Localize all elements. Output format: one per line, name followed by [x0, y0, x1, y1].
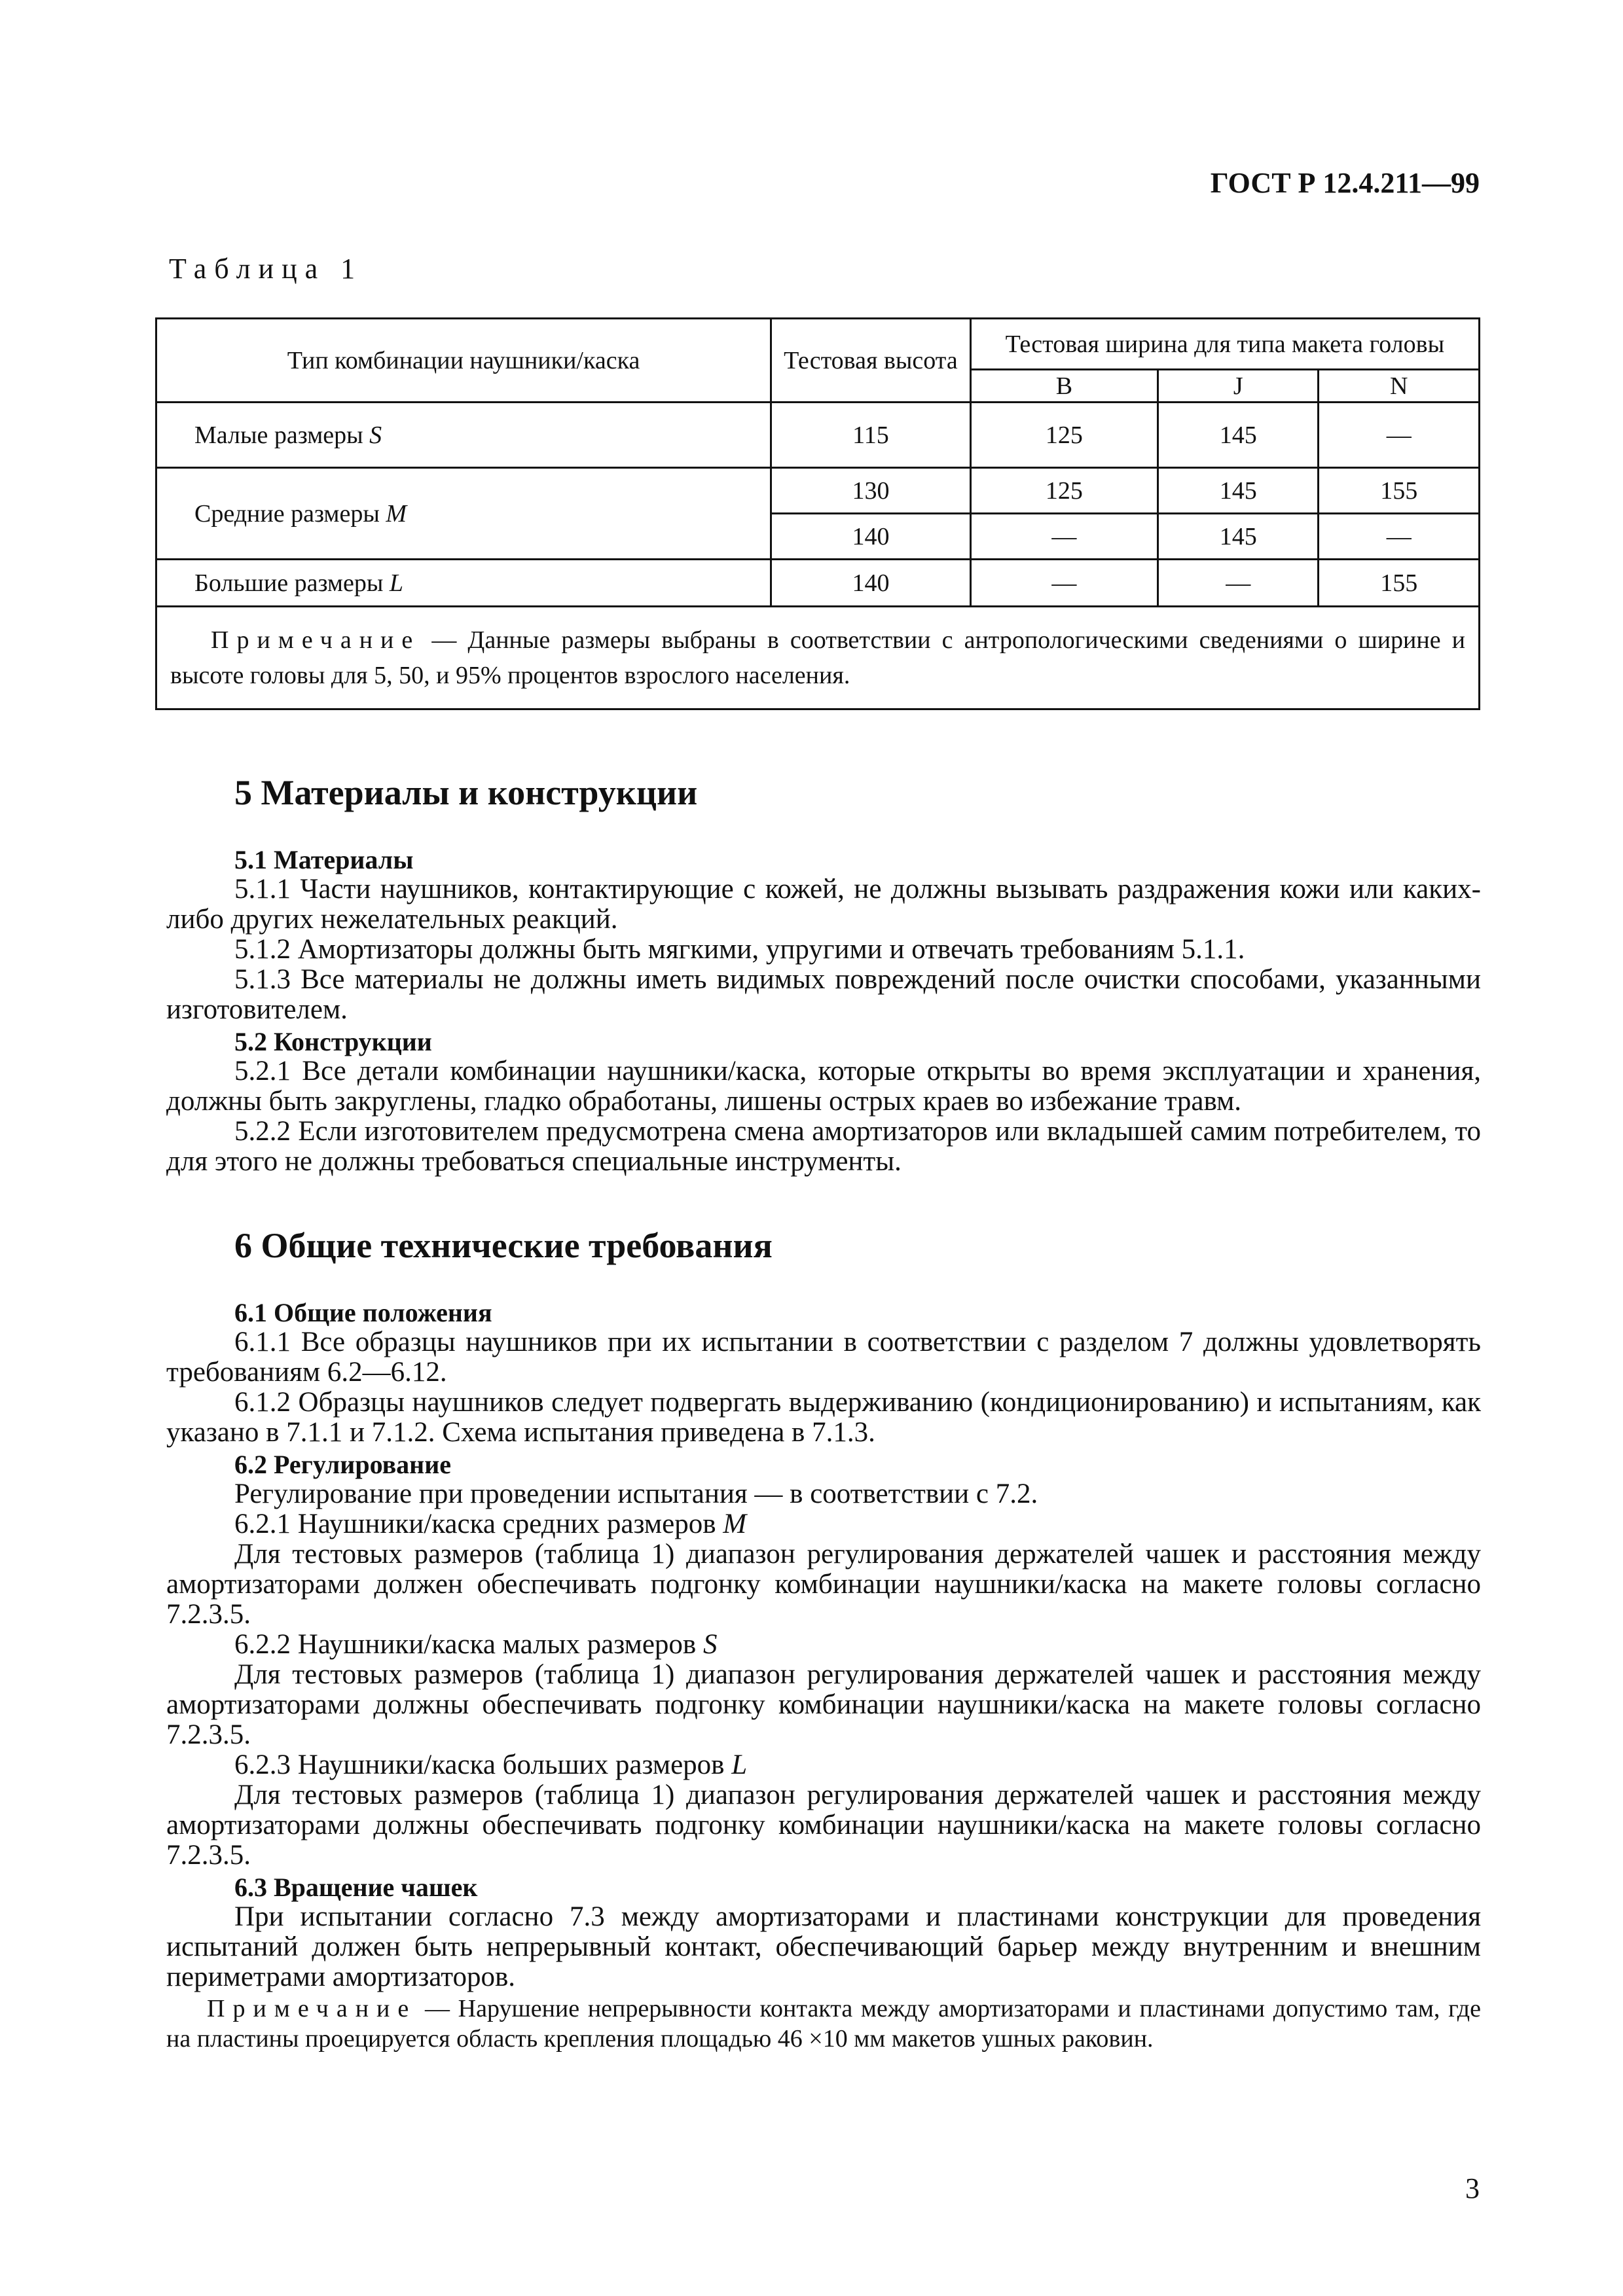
paragraph-6-2-3-head: 6.2.3 Наушники/каска больших размеров L — [234, 1749, 748, 1780]
cell-j: 145 — [1158, 514, 1319, 560]
table-header-height: Тестовая высота — [771, 319, 971, 403]
section-6-title: 6 Общие технические требования — [234, 1226, 773, 1265]
paragraph-6-1-2: 6.1.2 Образцы наушников следует подвергать выдерживанию (кондиционированию) и испытаниям, как указано в 7.1.1 и 7.1.2. Схема испытания приведена в 7.1.3. — [166, 1387, 1481, 1448]
section-6-3-note — [166, 1994, 1481, 2054]
cell-n: 155 — [1319, 468, 1480, 514]
page-number: 3 — [1465, 2172, 1480, 2204]
note-text: — Нарушение непрерывности контакта между амортизаторами и пластинами допустимо там, где на пластины проецируется область крепления площадью 46 ×10 мм макетов ушных раковин. — [166, 1995, 1481, 2053]
paragraph-6-2-1: Для тестовых размеров (таблица 1) диапазон регулирования держателей чашек и расстояния между амортизаторами должен обеспечивать подгонку комбинации наушники/каска на макете головы согласно 7.2.3.5. — [166, 1539, 1481, 1630]
paragraph-6-3: При испытании согласно 7.3 между амортизаторами и пластинами конструкции для проведения испытаний должен быть непрерывный контакт, обеспечивающий барьер между внутренним и внешним периметрами амортизаторов. — [166, 1901, 1481, 1992]
paragraph-5-2-2: 5.2.2 Если изготовителем предусмотрена смена амортизаторов или вкладышей самим потребителем, то для этого не должны требоваться специальные инструменты. — [166, 1116, 1481, 1177]
subsection-6-1-title: 6.1 Общие положения — [234, 1298, 492, 1327]
paragraph-6-2-2-head: 6.2.2 Наушники/каска малых размеров S — [234, 1629, 718, 1660]
cell-b: — — [970, 514, 1158, 560]
cell-j: 145 — [1158, 468, 1319, 514]
cell-n: — — [1319, 514, 1480, 560]
cell-b: 125 — [970, 403, 1158, 468]
row-label: Средние размеры M — [156, 468, 771, 560]
section-5-title: 5 Материалы и конструкции — [234, 773, 698, 812]
row-label: Большие размеры L — [156, 560, 771, 607]
table-row — [156, 560, 1480, 607]
table-header-n: N — [1319, 370, 1480, 403]
cell-n: 155 — [1319, 560, 1480, 607]
note-text: — Данные размеры выбраны в соответствии с антропологическими сведениями о ширине и высоте головы для 5, 50, и 95% процентов взрослого населения. — [170, 626, 1465, 689]
paragraph-5-2-1: 5.2.1 Все детали комбинации наушники/каска, которые открыты во время эксплуатации и хранения, должны быть закруглены, гладко обработаны, лишены острых краев во избежание травм. — [166, 1056, 1481, 1117]
paragraph-5-1-3: 5.1.3 Все материалы не должны иметь видимых повреждений после очистки способами, указанными изготовителем. — [166, 964, 1481, 1025]
cell-j: 145 — [1158, 403, 1319, 468]
note-prefix: Примечание — [211, 626, 421, 654]
subsection-6-2-title: 6.2 Регулирование — [234, 1450, 452, 1479]
paragraph-6-2-1-head: 6.2.1 Наушники/каска средних размеров M — [234, 1509, 747, 1539]
table-header-j: J — [1158, 370, 1319, 403]
cell-b: — — [970, 560, 1158, 607]
paragraph-6-1-1: 6.1.1 Все образцы наушников при их испытании в соответствии с разделом 7 должны удовлетворять требованиям 6.2—6.12. — [166, 1327, 1481, 1388]
cell-j: — — [1158, 560, 1319, 607]
table-row — [156, 468, 1480, 514]
paragraph-5-1-1: 5.1.1 Части наушников, контактирующие с кожей, не должны вызывать раздражения кожи или каких-либо других нежелательных реакций. — [166, 874, 1481, 935]
table-header-b: B — [970, 370, 1158, 403]
cell-n: — — [1319, 403, 1480, 468]
paragraph-6-2: Регулирование при проведении испытания — в соответствии с 7.2. — [234, 1479, 1038, 1509]
cell-height: 130 — [771, 468, 971, 514]
cell-height: 140 — [771, 514, 971, 560]
table-note — [156, 607, 1480, 709]
standard-number: ГОСТ Р 12.4.211—99 — [1210, 167, 1480, 199]
table-header-width-group: Тестовая ширина для типа макета головы — [970, 319, 1479, 370]
cell-height: 140 — [771, 560, 971, 607]
cell-b: 125 — [970, 468, 1158, 514]
note-prefix: Примечание — [207, 1995, 417, 2022]
subsection-6-3-title: 6.3 Вращение чашек — [234, 1873, 478, 1902]
sizes-table — [155, 317, 1480, 710]
table-header-type: Тип комбинации наушники/каска — [156, 319, 771, 403]
subsection-5-2-title: 5.2 Конструкции — [234, 1027, 432, 1056]
paragraph-5-1-2: 5.1.2 Амортизаторы должны быть мягкими, упругими и отвечать требованиям 5.1.1. — [234, 934, 1245, 965]
table-caption: Таблица 1 — [169, 253, 363, 285]
cell-height: 115 — [771, 403, 971, 468]
table-row — [156, 403, 1480, 468]
paragraph-6-2-2: Для тестовых размеров (таблица 1) диапазон регулирования держателей чашек и расстояния между амортизаторами должны обеспечивать подгонку комбинации наушники/каска на макете головы согласно 7.2.3.5. — [166, 1659, 1481, 1750]
subsection-5-1-title: 5.1 Материалы — [234, 845, 414, 874]
paragraph-6-2-3: Для тестовых размеров (таблица 1) диапазон регулирования держателей чашек и расстояния между амортизаторами должны обеспечивать подгонку комбинации наушники/каска на макете головы согласно 7.2.3.5. — [166, 1780, 1481, 1871]
row-label: Малые размеры S — [156, 403, 771, 468]
